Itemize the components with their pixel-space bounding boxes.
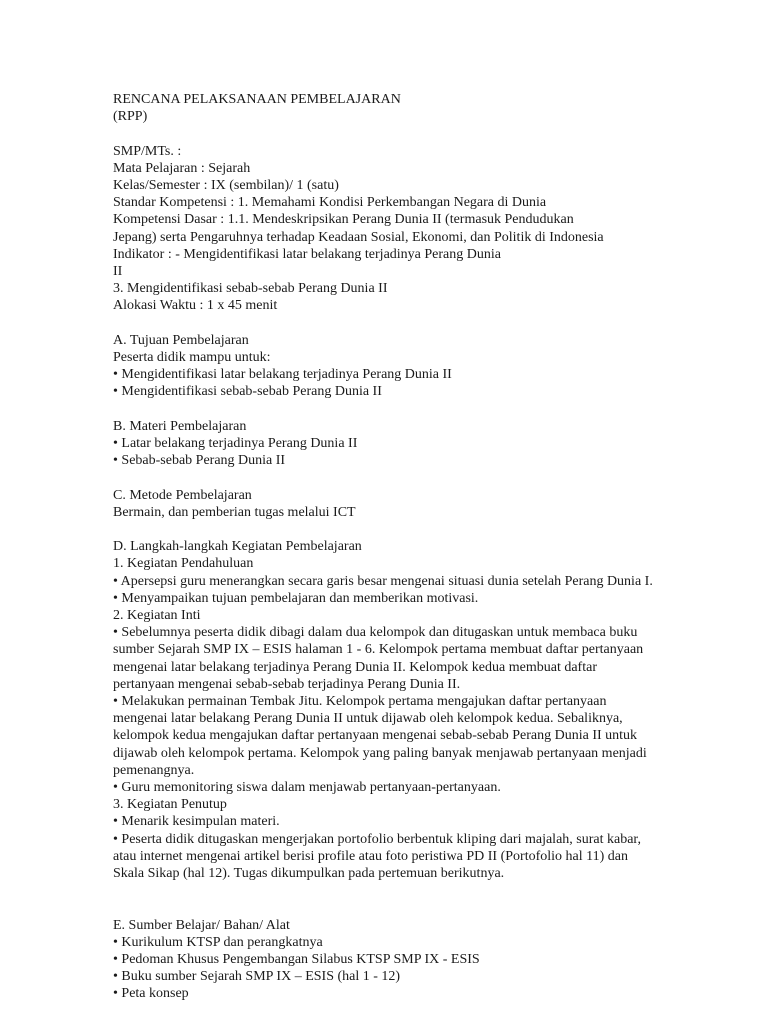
list-item: • Latar belakang terjadinya Perang Dunia II	[113, 436, 358, 452]
list-item: • Apersepsi guru menerangkan secara garis besar mengenai situasi dunia setelah Perang Dunia I.	[113, 573, 653, 589]
list-item: • Peserta didik ditugaskan mengerjakan portofolio berbentuk kliping dari majalah, surat kabar, atau internet mengenai artikel berisi profile atau foto peristiwa PD II (Portofolio hal 11) dan Skala Sikap (hal 12). Tugas dikumpulkan pada pertemuan berikutnya.	[113, 831, 642, 882]
list-item: • Menyampaikan tujuan pembelajaran dan memberikan motivasi.	[113, 590, 479, 606]
list-item: • Peta konsep	[113, 986, 189, 1002]
list-item: • Kurikulum KTSP dan perangkatnya	[113, 934, 323, 950]
subject-field: Mata Pelajaran : Sejarah	[113, 160, 251, 176]
list-item: • Sebab-sebab Perang Dunia II	[113, 453, 286, 469]
basic-competence-field: Kompetensi Dasar : 1.1. Mendeskripsikan Perang Dunia II (termasuk Pendudukan	[113, 212, 574, 228]
time-allocation-field: Alokasi Waktu : 1 x 45 menit	[113, 298, 278, 314]
section-d-sub1: 1. Kegiatan Pendahuluan	[113, 556, 254, 572]
section-c-heading: C. Metode Pembelajaran	[113, 487, 252, 503]
indicator-field: Indikator : - Mengidentifikasi latar belakang terjadinya Perang Dunia	[113, 246, 501, 262]
section-d-sub2: 2. Kegiatan Inti	[113, 608, 201, 624]
list-item: • Buku sumber Sejarah SMP IX – ESIS (hal 1 - 12)	[113, 969, 401, 985]
class-semester-field: Kelas/Semester : IX (sembilan)/ 1 (satu)	[113, 178, 339, 193]
section-d-heading: D. Langkah-langkah Kegiatan Pembelajaran	[113, 539, 362, 555]
section-a-heading: A. Tujuan Pembelajaran	[113, 332, 249, 348]
list-item: • Menarik kesimpulan materi.	[113, 814, 280, 830]
standard-competence-field: Standar Kompetensi : 1. Memahami Kondisi Perkembangan Negara di Dunia	[113, 195, 547, 211]
section-b-heading: B. Materi Pembelajaran	[113, 418, 247, 434]
section-a-intro: Peserta didik mampu untuk:	[113, 350, 271, 366]
basic-competence-field-cont: Jepang) serta Pengaruhnya terhadap Keadaan Sosial, Ekonomi, dan Politik di Indonesia	[113, 229, 604, 245]
document-title: RENCANA PELAKSANAAN PEMBELAJARAN	[113, 92, 401, 107]
list-item: • Guru memonitoring siswa dalam menjawab pertanyaan-pertanyaan.	[113, 780, 501, 796]
list-item: • Sebelumnya peserta didik dibagi dalam dua kelompok dan ditugaskan untuk membaca buku sumber Sejarah SMP IX – ESIS halaman 1 - 6. Kelompok pertama membuat daftar pertanyaan mengenai latar belakang terjadinya Perang Dunia II. Kelompok kedua membuat daftar pertanyaan mengenai sebab-sebab terjadinya Perang Dunia II.	[113, 625, 644, 692]
list-item: • Melakukan permainan Tembak Jitu. Kelompok pertama mengajukan daftar pertanyaan mengenai latar belakang Perang Dunia II untuk dijawab oleh kelompok kedua. Sebaliknya, kelompok kedua mengajukan daftar pertanyaan mengenai sebab-sebab Perang Dunia II untuk dijawab oleh kelompok pertama. Kelompok yang paling banyak menjawab pertanyaan menjadi pemenangnya.	[113, 694, 647, 778]
document-subtitle: (RPP)	[113, 109, 148, 125]
list-item: • Mengidentifikasi latar belakang terjadinya Perang Dunia II	[113, 367, 452, 383]
list-item: • Mengidentifikasi sebab-sebab Perang Dunia II	[113, 384, 382, 400]
list-item: • Pedoman Khusus Pengembangan Silabus KTSP SMP IX - ESIS	[113, 952, 480, 968]
section-d-sub3: 3. Kegiatan Penutup	[113, 797, 227, 813]
section-e-heading: E. Sumber Belajar/ Bahan/ Alat	[113, 917, 290, 933]
school-field: SMP/MTs. :	[113, 143, 182, 159]
document-body	[113, 91, 658, 1003]
indicator-item-3: 3. Mengidentifikasi sebab-sebab Perang Dunia II	[113, 281, 388, 297]
indicator-field-cont: II	[113, 264, 123, 280]
section-c-text: Bermain, dan pemberian tugas melalui ICT	[113, 504, 356, 520]
